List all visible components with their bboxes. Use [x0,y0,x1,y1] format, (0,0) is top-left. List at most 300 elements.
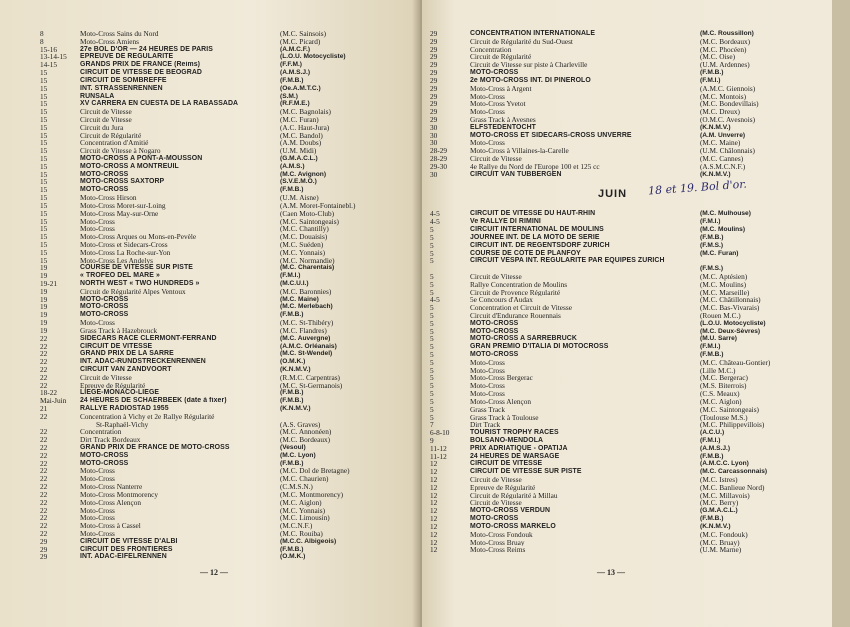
event-organizer: (F.M.S.) [700,265,724,273]
event-name: Moto-Cross Bergerac [470,374,533,383]
event-date: 29 [430,44,438,54]
event-date: 15 [40,185,48,195]
event-row [430,304,826,312]
event-date: 22 [40,357,48,367]
event-organizer: (U.M. Ardennes) [700,60,750,70]
event-row [40,163,392,171]
event-date: 22 [40,466,48,476]
event-organizer: (F.M.B.) [280,186,304,194]
page-edge [832,0,850,627]
event-date: 29 [430,91,438,101]
event-name: Moto-Cross [470,382,505,391]
event-date: 15 [40,193,48,203]
event-row [40,538,392,546]
event-name: Moto-Cross Reims [470,546,526,555]
event-organizer: (A.M. Doubs) [280,138,322,148]
event-organizer: (Toulouse M.S.) [700,412,748,422]
event-date: 28-29 [430,146,448,156]
event-organizer: (M.C. Saintongeais) [280,216,339,226]
event-row [40,436,392,444]
event-date: 15 [40,146,48,156]
event-name: Moto-Cross [470,108,505,116]
page-number-right: — 13 — [597,568,625,577]
event-name: Circuit de Vitesse [470,476,522,484]
event-date: 5 [430,357,434,367]
event-continuation-organizer: (A.S. Graves) [280,419,321,429]
event-row [430,343,826,351]
event-organizer: (M.C. Banlieue Nord) [700,482,765,492]
event-row [430,257,826,273]
event-name: CIRCUIT DES FRONTIERES [80,545,173,553]
event-name: INT. STRASSENRENNEN [80,84,163,92]
event-row [40,53,392,61]
event-row [430,46,826,54]
event-name: Epreuve de Régularité [470,483,536,492]
event-organizer: (M.C. Moulins) [700,279,747,289]
event-name: Concentration et Circuit de Vitesse [470,304,572,312]
event-organizer: (M.C. St-Wendel) [280,350,333,358]
event-organizer: (M.C. Fondouk) [700,529,748,539]
event-row [430,147,826,155]
event-organizer: (M.C. Cannes) [700,154,744,163]
event-name: Moto-Cross Montmorency [80,490,159,499]
event-row [40,303,392,311]
event-organizer: (M.C. Dol de Bretagne) [280,466,350,476]
event-name: CIRCUIT DE VITESSE DU HAUT-RHIN [470,210,596,218]
event-row [40,288,392,296]
event-name: MOTO-CROSS [80,311,129,319]
event-organizer: (A.M.C. Orléanais) [280,342,337,350]
event-name: Moto-Cross [470,366,505,375]
event-date: 22 [40,482,48,492]
event-row [40,491,392,499]
event-row [430,163,826,171]
event-row [430,531,826,539]
event-name: EPREUVE DE REGULARITE [80,53,174,61]
event-row [40,218,392,226]
event-organizer: (K.N.M.V.) [700,170,731,178]
event-organizer: (F.M.I.) [700,343,721,351]
event-name: Moto-Cross [470,358,505,367]
event-date: 30 [430,122,438,132]
event-row [40,100,392,108]
event-row [40,530,392,538]
event-name: MOTO-CROSS [80,459,129,467]
event-date: 6-8-10 [430,428,450,438]
event-row [430,281,826,289]
event-name: 24 HEURES DE SCHAERBEEK (date à fixer) [80,397,227,405]
event-organizer: (M.C. Auvergne) [280,334,331,342]
event-organizer: (Caen Moto-Club) [280,208,335,218]
event-row [430,499,826,507]
event-row [430,132,826,140]
event-date: 19-21 [40,279,58,288]
event-name: MOTO-CROSS ET SIDECARS-CROSS UNVERRE [470,131,632,139]
event-date: 5 [430,334,434,344]
left-page [0,0,420,627]
event-row [430,429,826,437]
event-date: 4-5 [430,217,440,227]
event-row [40,405,392,413]
event-organizer: (F.M.B.) [280,545,304,553]
event-row [430,445,826,453]
event-name: Circuit de Régularité [470,53,532,62]
event-date: 19 [40,302,48,312]
event-row [40,389,392,397]
event-name: Moto-Cross [80,514,115,523]
event-row [40,475,392,483]
event-date: 19 [40,318,48,328]
event-name: Moto-Cross Bruay [470,538,525,547]
event-row [430,155,826,163]
event-organizer: (M.C. Lyon) [280,451,316,459]
right-event-list-may [430,30,826,178]
event-row [40,85,392,93]
event-organizer: (M.C. Mulhouse) [700,210,751,218]
event-name: CIRCUIT DE VITESSE SUR PISTE [470,468,582,476]
event-name: MOTO-CROSS VERDUN [470,507,551,515]
event-organizer: (M.C.U.I.) [280,280,309,287]
event-name: MOTO-CROSS [470,515,519,523]
event-row [40,241,392,249]
event-organizer: (M.C. Bordeaux) [700,36,751,46]
event-organizer: (M.C. Annonéen) [280,427,332,437]
event-organizer: (M.C. Moulins) [700,226,746,234]
event-organizer: (F.M.B.) [700,351,724,359]
event-name: Moto-Cross Amiens [80,37,139,46]
event-organizer: (F.M.I.) [280,272,301,280]
event-name: CONCENTRATION INTERNATIONALE [470,30,596,37]
event-date: 5 [430,326,434,336]
event-row [430,53,826,61]
event-row [40,30,392,38]
event-row [40,522,392,530]
event-organizer: (F.M.B.) [700,452,724,460]
event-date: 15 [40,208,48,218]
event-row [40,319,392,327]
event-organizer: (F.M.B.) [700,233,724,241]
event-organizer: (A.S.M.C.N.F.) [700,161,746,171]
event-date: 12 [430,459,438,469]
event-row [40,210,392,218]
event-row [430,226,826,234]
event-row [430,38,826,46]
event-row [430,468,826,476]
event-date: 19 [40,286,48,296]
event-organizer: (M.C. Avignon) [280,170,327,178]
event-date: 15 [40,114,48,124]
event-row [40,108,392,116]
event-date: 5 [430,373,434,383]
event-date: 19 [40,263,48,273]
event-name: Moto-Cross Alençon [470,397,532,406]
event-organizer: (U.M. Midi) [280,146,317,156]
event-name: Concentration à Vichy et 2e Rallye Régularité [80,412,215,421]
event-organizer: (O.M.C. Avesnois) [700,114,755,124]
event-organizer: (M.C. Phocéen) [700,44,747,54]
event-row [430,414,826,422]
event-date: 29 [430,75,438,85]
event-name: MOTO-CROSS MARKELO [470,522,556,530]
event-date: 15 [40,122,48,132]
event-date: 19 [40,325,48,335]
event-date: 29 [430,36,438,46]
event-name: MOTO-CROSS A SARREBRUCK [470,335,577,343]
event-date: 11-12 [430,451,447,461]
event-name: Moto-Cross Nanterre [80,483,143,491]
event-name: CIRCUIT DE VITESSE [80,342,153,350]
event-name: TOURIST TROPHY RACES [470,429,559,437]
event-date: 7 [430,420,434,430]
month-header [430,178,826,210]
event-name: Moto-Cross [80,475,115,484]
event-name: 5e Concours d'Audax [470,296,533,305]
event-organizer: (M.C. Aiglon) [280,497,322,507]
event-date: 5 [430,389,434,399]
event-name: MOTO-CROSS [470,69,519,77]
event-organizer: (M.C.N.F.) [280,521,313,531]
event-date: 5 [430,287,434,297]
event-name: Epreuve de Régularité [80,381,146,390]
event-name: COURSE DE COTE DE PLANFOY [470,249,581,257]
event-row [430,367,826,375]
event-organizer: (M.C. Bondevillais) [700,99,759,109]
event-date: 22 [40,427,48,437]
event-row [430,30,826,38]
event-row [430,312,826,320]
event-date: 29 [40,544,48,554]
event-row [40,257,392,265]
event-organizer: (M.C. Bergerac) [700,373,748,383]
event-name: Moto-Cross Sains du Nord [80,30,159,38]
event-name: CIRCUIT DE VITESSE DE BEOGRAD [80,69,202,77]
event-date: 18-22 [40,388,58,398]
event-name: Grass Track à Hazebrouck [80,326,158,335]
event-name: Moto-Cross [80,319,115,327]
event-row [40,546,392,554]
event-date: 5 [430,240,434,250]
event-name: BOLSANO-MENDOLA [470,436,544,444]
event-date: 15 [40,169,48,179]
event-name: Ve RALLYE DI RIMINI [470,218,541,226]
event-name: Moto-Cross [470,139,505,148]
event-name: Dirt Track [470,421,501,430]
event-date: 5 [430,303,434,313]
event-date: 15 [40,177,48,187]
event-name: Moto-Cross Moret-sur-Loing [80,201,166,210]
event-date: 29 [40,552,48,562]
event-name: MOTO-CROSS A PONT-A-MOUSSON [80,155,203,162]
event-date: 12 [430,506,438,516]
event-name: Concentration [80,428,122,437]
event-name: Circuit de Vitesse à Nogaro [80,147,161,155]
event-date: 15 [40,99,48,109]
event-organizer: (A.C.U.) [700,429,725,437]
event-name: Dirt Track Bordeaux [80,436,141,445]
event-name: Moto-Cross [80,506,115,515]
event-name: CIRCUIT DE VITESSE D'ALBI [80,537,178,545]
event-name: MOTO-CROSS [80,295,129,303]
event-organizer: (M.C. Bas-Vivarais) [700,303,760,313]
event-name: Moto-Cross Alençon [80,498,142,507]
event-name: Circuit de Régularité [80,131,142,140]
event-name: RALLYE RADIOSTAD 1955 [80,405,169,412]
event-organizer: (M.C. Bordeaux) [280,435,331,445]
event-organizer: (Rouen M.C.) [700,310,741,320]
event-row [430,100,826,108]
event-row [430,546,826,554]
event-organizer: (A.M. Moret-Fontainebl.) [280,200,356,210]
event-row [40,467,392,475]
event-row [40,280,392,288]
event-date: 29 [430,107,438,117]
event-organizer: (R.M.C. Carpentras) [280,372,340,382]
event-organizer: (M.U. Sarre) [700,335,738,343]
event-date: 11-12 [430,443,447,453]
event-date: 15 [40,216,48,226]
right-event-list-june [430,210,826,554]
event-organizer: (M.S. Biterrois) [700,381,747,391]
event-date: 5 [430,412,434,422]
event-date: 15 [40,224,48,234]
event-organizer: (F.M.I.) [700,76,721,84]
event-row [40,249,392,257]
event-name: MOTO-CROSS [80,451,129,459]
event-row [40,272,392,280]
event-row [40,382,392,390]
event-date: 22 [40,435,48,445]
event-organizer: (M.C. Aptésien) [700,271,748,281]
event-name: Circuit de Vitesse [80,115,132,124]
event-organizer: (G.M.A.C.L.) [700,507,738,515]
event-organizer: (U.M. Marne) [700,545,742,555]
event-organizer: (M.C. Deux-Sèvres) [700,327,761,335]
event-row [430,437,826,445]
event-organizer: (A.M.C.F.) [280,45,311,53]
event-row [430,116,826,124]
event-date: 29 [430,68,438,78]
event-date: 9 [430,435,434,445]
event-name: SIDECARS RACE CLERMONT-FERRAND [80,334,217,342]
event-row [430,421,826,429]
event-date: 19 [40,310,48,320]
event-row [40,507,392,515]
event-row [40,397,392,405]
event-organizer: (M.C. Maine) [700,138,741,148]
event-name: Circuit de Vitesse sur piste à Charleville [470,61,588,70]
event-date: 22 [40,380,48,390]
event-date: 5 [430,342,434,352]
event-name: NORTH WEST « TWO HUNDREDS » [80,280,200,287]
event-row [430,539,826,547]
event-date: 29 [430,83,438,93]
right-page [422,0,832,627]
event-organizer: (M.C. St-Thibéry) [280,318,334,328]
event-name: CIRCUIT INTERNATIONAL DE MOULINS [470,226,604,234]
event-name: CIRCUIT INT. DE REGENTSDORF ZURICH [470,241,610,249]
event-name: Circuit du Jura [80,123,124,132]
event-name: Moto-Cross [80,467,115,476]
event-organizer: (G.M.A.C.L.) [280,155,318,162]
event-row [40,233,392,241]
event-row [40,38,392,46]
event-organizer: (M.C. Yonnais) [280,505,326,515]
event-organizer: (M.C. Istres) [700,475,738,485]
event-organizer: (F.M.B.) [700,69,724,77]
event-name: 24 HEURES DE WARSAGE [470,452,560,460]
event-name: MOTO-CROSS [470,319,519,327]
event-row [430,398,826,406]
event-organizer: (M.C. Carcassonnais) [700,468,768,476]
event-date: 19 [40,271,48,281]
right-event-list [430,30,826,554]
event-date: 22 [40,458,48,468]
event-organizer: (M.C. Merlebach) [280,303,333,311]
event-row [430,124,826,132]
event-name: Grass Track à Avesnes [470,115,536,124]
event-date: 22 [40,489,48,499]
event-row [40,77,392,85]
event-organizer: (M.C. Normandie) [280,255,335,265]
left-event-list [40,30,392,561]
event-date: 5 [430,381,434,391]
event-name: MOTO-CROSS [470,351,519,359]
event-organizer: (R.F.M.E.) [280,100,310,108]
event-row [40,350,392,358]
event-row [430,77,826,85]
event-organizer: (L.O.U. Motocycliste) [700,319,766,327]
event-row [40,132,392,140]
event-date: 30 [430,169,438,179]
event-organizer: (M.C. Yonnais) [280,247,326,257]
event-row [40,69,392,77]
event-row [430,359,826,367]
event-name: 4e Rallye du Nord de l'Europe 100 et 125 cc [470,162,600,171]
event-row [430,108,826,116]
event-row [40,93,392,101]
event-name: Circuit de Régularité à Millau [470,491,558,500]
event-date: 30 [430,138,438,148]
event-date: 30 [430,130,438,140]
event-date: 15 [40,83,48,93]
event-name: CIRCUIT VAN ZANDVOORT [80,365,172,373]
event-name: Moto-Cross [80,225,115,234]
event-organizer: (A.M. Unverre) [700,131,746,139]
event-row [430,390,826,398]
event-row [430,250,826,258]
event-name: MOTO-CROSS [470,327,519,335]
event-date: 5 [430,396,434,406]
event-date: 15 [40,91,48,101]
event-name: GRAN PREMIO D'ITALIA DI MOTOCROSS [470,343,609,351]
event-date: 5 [430,318,434,328]
event-date: 15-16 [40,44,58,54]
event-organizer: (M.C. Maine) [280,295,319,303]
event-date: 28-29 [430,154,448,163]
event-row [430,218,826,226]
event-row [430,460,826,468]
event-name: CIRCUIT DE VITESSE [470,460,543,468]
event-name: MOTO-CROSS [80,186,129,194]
event-date: 12 [430,521,438,531]
event-date: 22 [40,505,48,515]
event-organizer: (M.C. Oise) [700,52,736,62]
event-name: Moto-Cross May-sur-Orne [80,209,159,218]
event-date: 29 [430,29,438,38]
event-organizer: (F.M.I.) [700,218,721,226]
event-organizer: (F.M.B.) [280,397,304,405]
event-name: Circuit de Vitesse [470,499,522,508]
